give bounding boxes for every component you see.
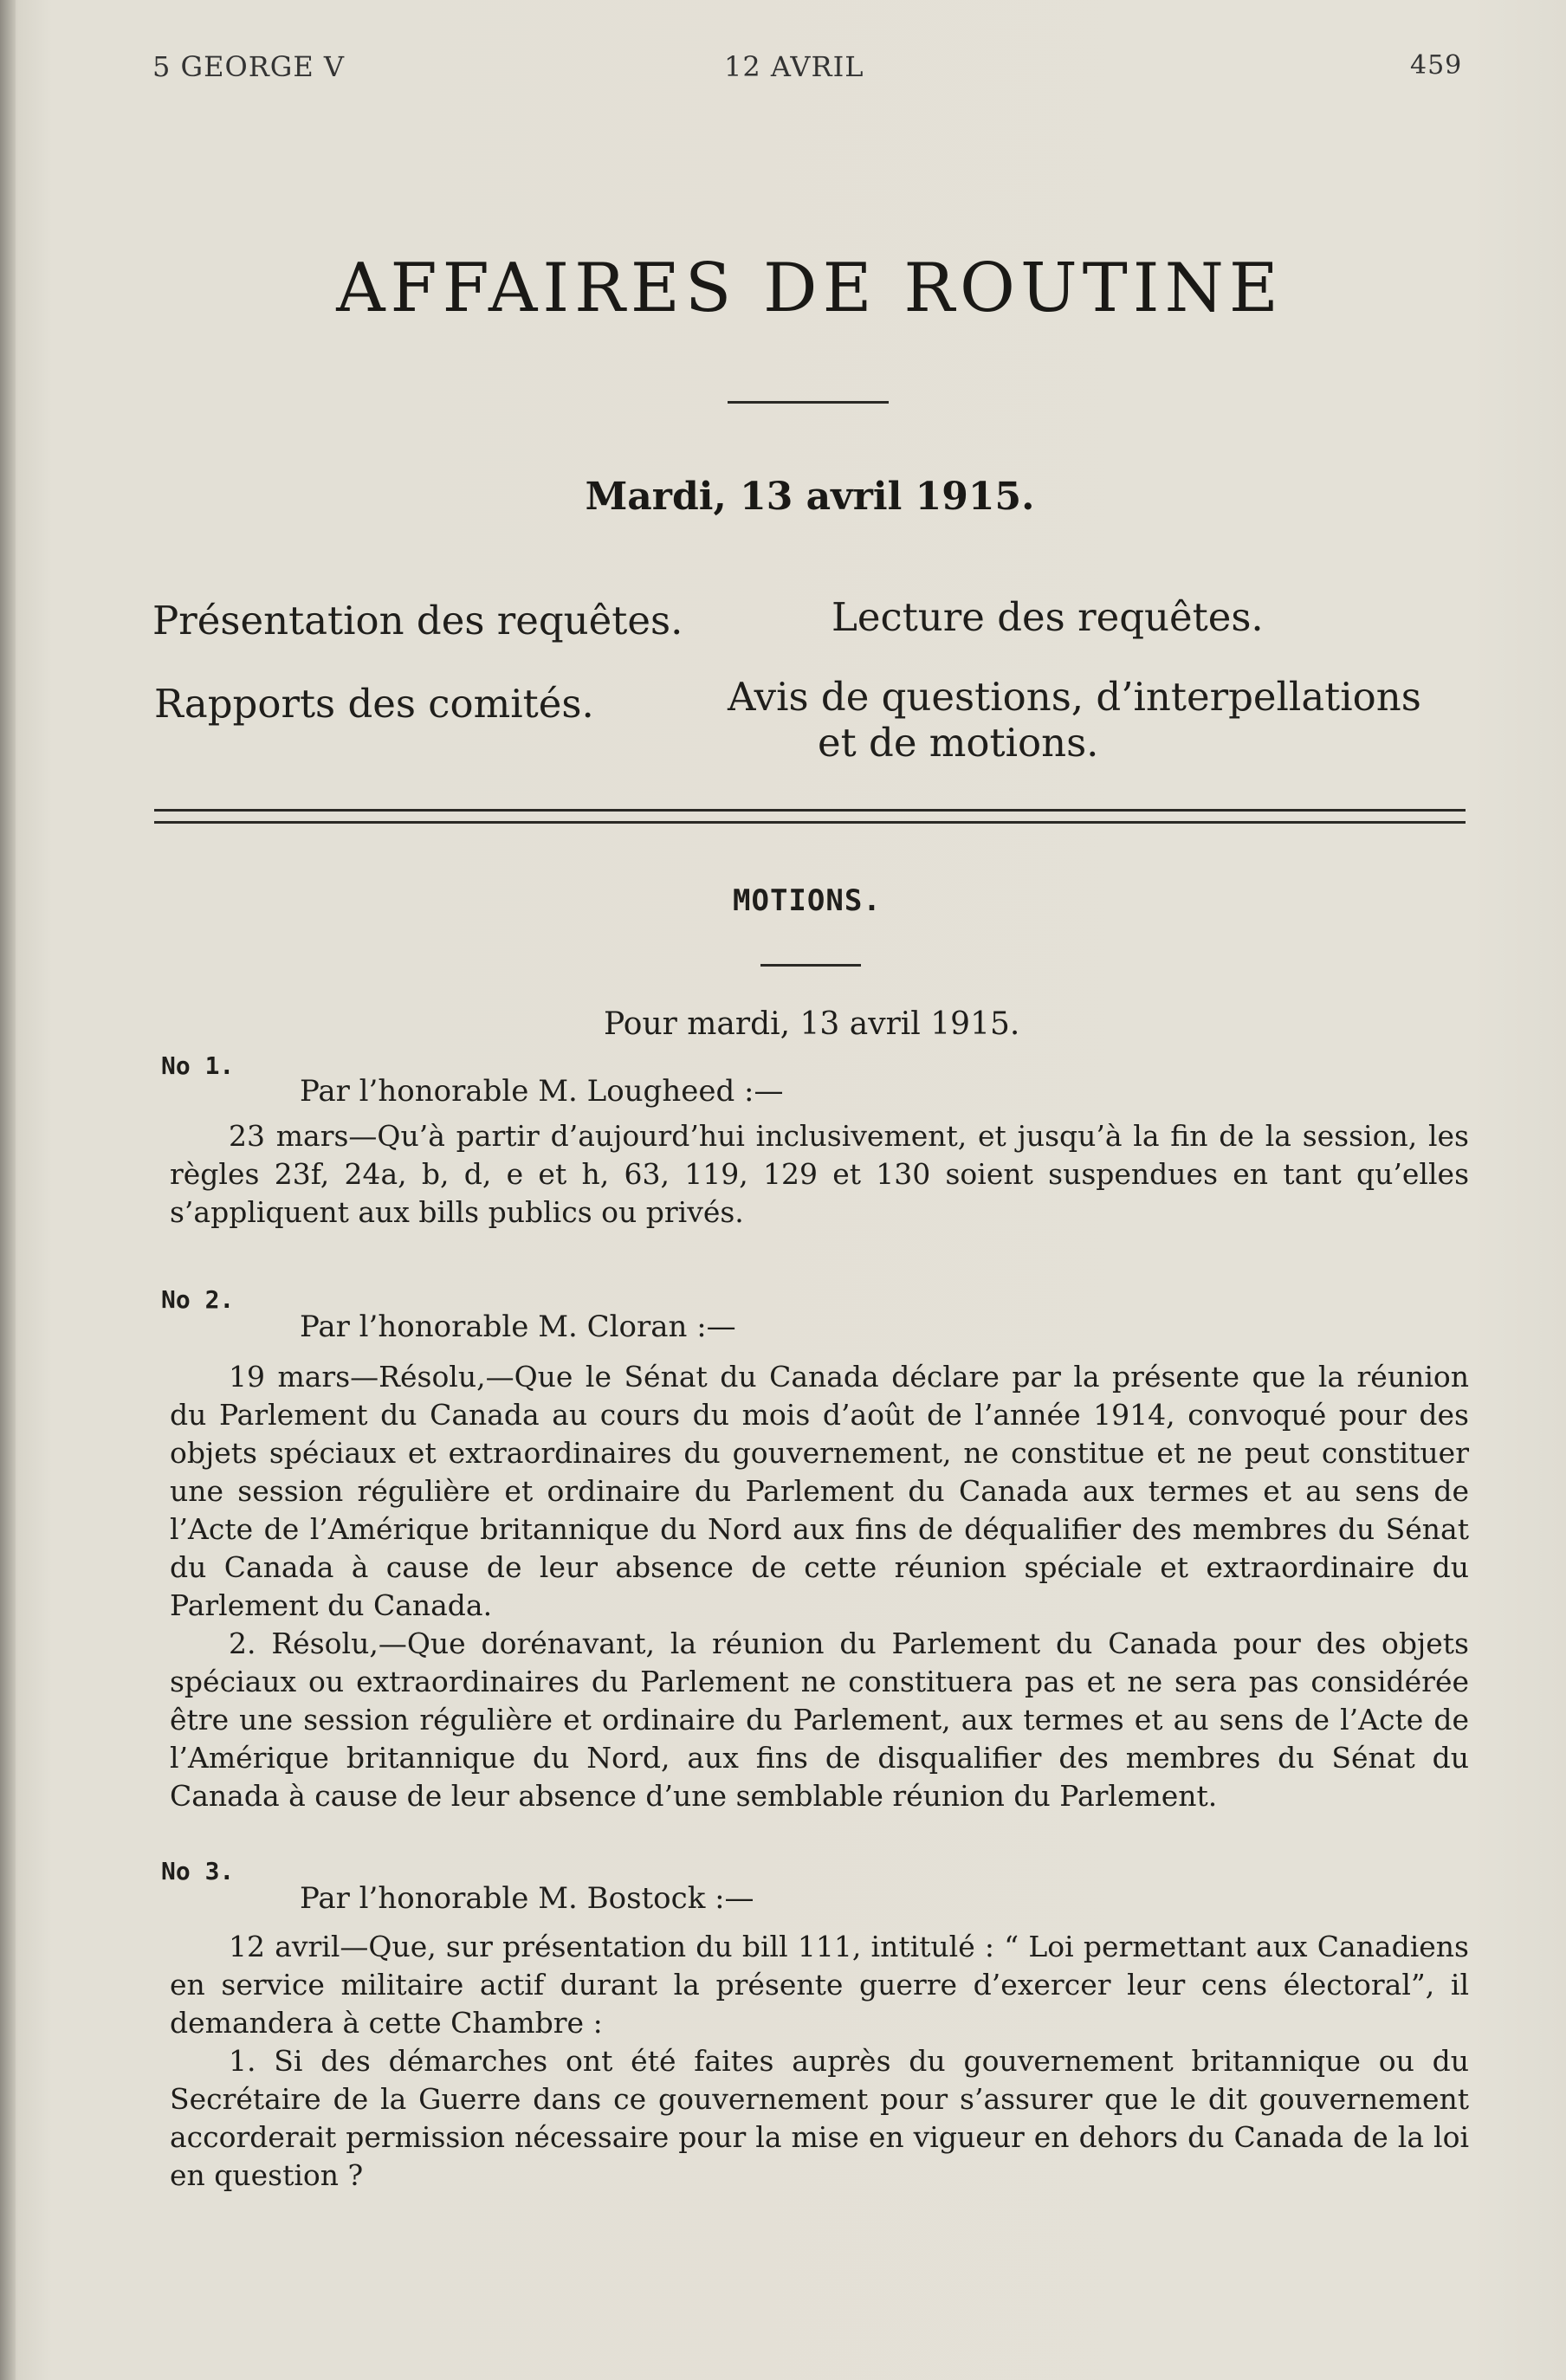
motion-mover: Par l’honorable M. Lougheed :—	[300, 1074, 784, 1109]
motion-number: No 3.	[161, 1857, 235, 1885]
motion-number: No 2.	[161, 1285, 235, 1314]
motion-mover: Par l’honorable M. Cloran :—	[300, 1310, 736, 1344]
motion-number: No 1.	[161, 1051, 235, 1080]
page-number: 459	[1410, 50, 1463, 81]
motion-paragraph: 19 mars—Résolu,—Que le Sénat du Canada déclare par la présente que la réunion du Parlement du Canada au cours du mois d’août de l’année 1914, convoqué pour des objets spéciaux et extraordinaires du gouvernement, ne constitue et ne peut constituer une session régulière et ordinaire du Parlement du Canada aux termes et au sens de l’Acte de l’Amérique britannique du Nord aux fins de déqualifier des membres du Sénat du Canada à cause de leur absence de cette réunion spéciale et extraordinaire du Parlement du Canada.	[170, 1360, 1469, 1622]
book-spine-shadow	[0, 0, 16, 2380]
session-date: Pour mardi, 13 avril 1915.	[604, 1006, 1020, 1042]
routine-item-avis-line1: Avis de questions, d’interpellations	[728, 674, 1421, 720]
running-header-date: 12 AVRIL	[724, 50, 864, 83]
motion-paragraph: 1. Si des démarches ont été faites auprès du gouvernement britannique ou du Secrétaire de la Guerre dans ce gouvernement pour s’assurer que le dit gouvernement accorderait permission nécessaire pour la mise en vigueur en dehors du Canada de la loi en question ?	[170, 2044, 1469, 2192]
date-heading: Mardi, 13 avril 1915.	[585, 475, 1035, 519]
routine-item-rapports: Rapports des comités.	[154, 681, 594, 727]
motion-text	[170, 1358, 1469, 1815]
routine-item-presentation: Présentation des requêtes.	[152, 598, 683, 644]
section-divider-top	[154, 809, 1466, 812]
motion-text	[170, 1928, 1469, 2195]
motion-text	[170, 1117, 1469, 1232]
title-rule	[728, 401, 889, 404]
section-divider-bottom	[154, 821, 1466, 824]
routine-item-avis-line2: et de motions.	[818, 720, 1099, 766]
page-title: AFFAIRES DE ROUTINE	[336, 249, 1284, 327]
running-header-left: 5 GEORGE V	[152, 50, 345, 83]
motions-rule	[760, 964, 861, 967]
routine-item-avis	[728, 674, 1472, 766]
motion-paragraph: 2. Résolu,—Que dorénavant, la réunion du Parlement du Canada pour des objets spéciaux ou extraordinaires du Parlement ne constituera pas et ne sera pas considérée être une session régulière et ordinaire du Parlement, aux termes et au sens de l’Acte de l’Amérique britannique du Nord, aux fins de disqualifier des membres du Sénat du Canada à cause de leur absence d’une semblable réunion du Parlement.	[170, 1627, 1469, 1813]
motions-heading: MOTIONS.	[733, 883, 882, 918]
motion-mover: Par l’honorable M. Bostock :—	[300, 1881, 754, 1916]
motion-paragraph: 23 mars—Qu’à partir d’aujourd’hui inclusivement, et jusqu’à la fin de la session, les règles 23f, 24a, b, d, e et h, 63, 119, 129 et 130 soient suspendues en tant qu’elles s’appliquent aux bills publics ou privés.	[170, 1119, 1469, 1229]
routine-item-lecture: Lecture des requêtes.	[832, 594, 1264, 640]
motion-paragraph: 12 avril—Que, sur présentation du bill 111, intitulé : “ Loi permettant aux Canadiens en service militaire actif durant la présente guerre d’exercer leur cens électoral”, il demandera à cette Chambre :	[170, 1930, 1469, 2040]
